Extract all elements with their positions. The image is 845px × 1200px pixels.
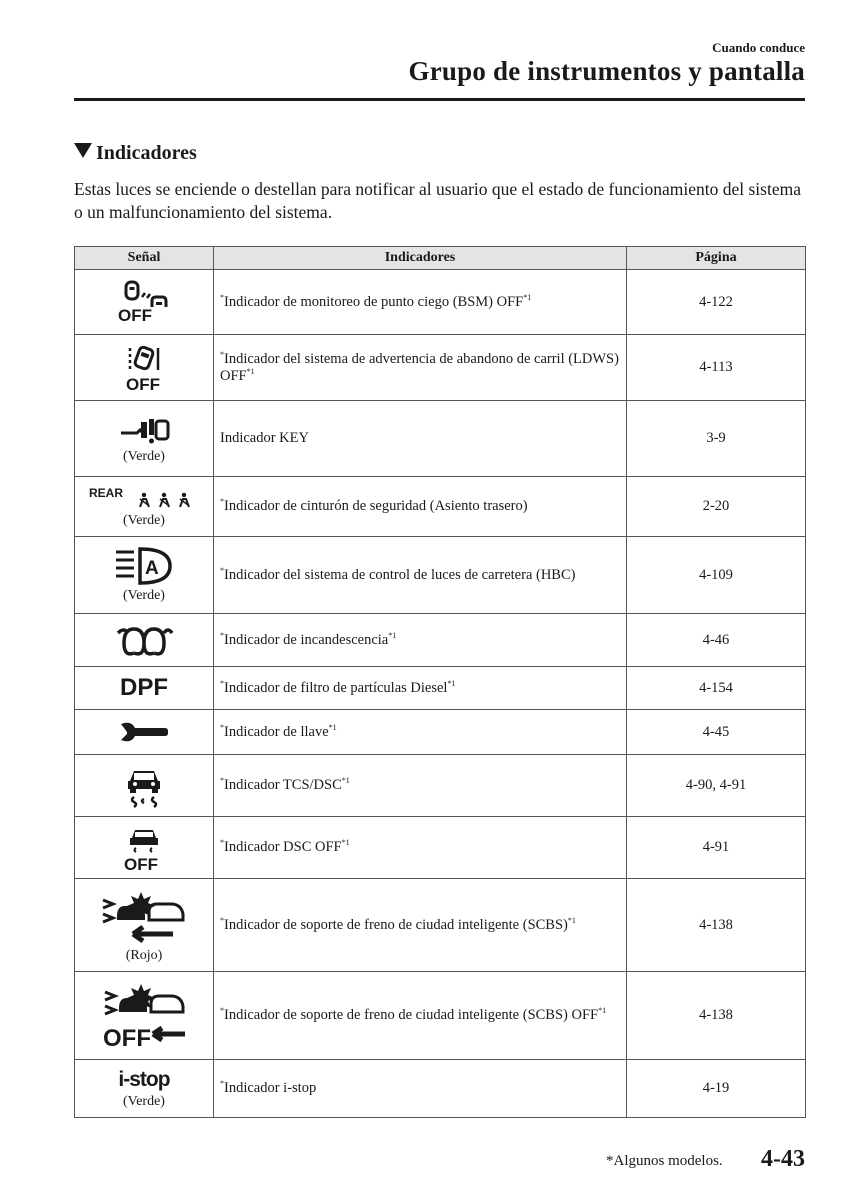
- page-cell: 4-45: [627, 710, 806, 755]
- asterisk: *: [220, 776, 224, 786]
- svg-text:OFF: OFF: [103, 1024, 151, 1052]
- svg-text:OFF: OFF: [124, 854, 158, 872]
- table-row: [75, 335, 806, 401]
- footnote-some-models: *Algunos modelos.: [606, 1153, 723, 1169]
- signal-color-note: (Verde): [123, 448, 165, 464]
- table-row: [75, 879, 806, 972]
- header-page: Página: [627, 247, 806, 270]
- footnote-ref: *1: [447, 678, 456, 688]
- table-row: [75, 972, 806, 1060]
- svg-text:OFF: OFF: [126, 374, 160, 392]
- page-title: Grupo de instrumentos y pantalla: [408, 56, 805, 86]
- indicator-cell: [214, 270, 627, 335]
- indicator-cell: [214, 335, 627, 401]
- table-row: [75, 477, 806, 537]
- page-cell: 4-46: [627, 614, 806, 667]
- indicator-cell: [214, 710, 627, 755]
- table-row: [75, 817, 806, 879]
- indicator-cell: [214, 879, 627, 972]
- signal-color-note: (Verde): [123, 1093, 165, 1109]
- table-row: [75, 755, 806, 817]
- page-cell: 2-20: [627, 477, 806, 537]
- signal-cell: [75, 401, 214, 477]
- svg-text:REAR: REAR: [89, 485, 124, 500]
- page-number: 4-43: [761, 1146, 805, 1172]
- signal-cell: [75, 477, 214, 537]
- table-row: [75, 710, 806, 755]
- page-cell: 4-138: [627, 879, 806, 972]
- asterisk: *: [220, 630, 224, 640]
- table-row: [75, 537, 806, 614]
- footnote-ref: *1: [246, 366, 255, 376]
- signal-cell: [75, 537, 214, 614]
- indicator-text: Indicador del sistema de control de luces de carretera (HBC): [224, 566, 576, 583]
- table-row: [75, 1060, 806, 1118]
- indicator-cell: [214, 817, 627, 879]
- rear-seatbelt-icon: [89, 485, 199, 511]
- asterisk: *: [220, 292, 224, 302]
- asterisk: *: [220, 349, 224, 359]
- table-row: [75, 614, 806, 667]
- indicator-text: Indicador DSC OFF: [224, 839, 342, 855]
- signal-cell: [75, 335, 214, 401]
- page-cell: 4-19: [627, 1060, 806, 1118]
- signal-color-note: (Verde): [123, 588, 165, 603]
- page-cell: 4-138: [627, 972, 806, 1060]
- scbs-off-icon: [99, 980, 189, 1052]
- footnote-ref: *1: [341, 776, 350, 786]
- asterisk: *: [220, 497, 224, 507]
- signal-color-note: (Verde): [123, 512, 165, 528]
- signal-cell: [75, 972, 214, 1060]
- i-stop-icon: i-stop: [118, 1067, 170, 1091]
- indicator-cell: [214, 1060, 627, 1118]
- indicator-text: Indicador de incandescencia: [224, 631, 389, 648]
- asterisk: *: [220, 1006, 224, 1016]
- asterisk: *: [220, 915, 224, 925]
- signal-cell: [75, 1060, 214, 1118]
- footnote-ref: *1: [388, 630, 397, 640]
- indicator-text: Indicador de soporte de freno de ciudad inteligente (SCBS) OFF: [224, 1007, 599, 1023]
- indicator-text: Indicador de filtro de partículas Diesel: [224, 679, 448, 696]
- page-cell: 4-113: [627, 335, 806, 401]
- indicator-cell: [214, 537, 627, 614]
- section-heading-text: Indicadores: [96, 142, 197, 164]
- triangle-bullet-icon: [74, 143, 92, 158]
- section-heading: [74, 142, 197, 165]
- asterisk: *: [220, 722, 224, 732]
- page-cell: 4-91: [627, 817, 806, 879]
- page-cell: 3-9: [627, 401, 806, 477]
- signal-color-note: (Rojo): [125, 948, 163, 963]
- bsm-off-icon: [116, 279, 172, 325]
- asterisk: *: [220, 678, 224, 688]
- key-icon: [117, 413, 171, 447]
- wrench-icon: [119, 720, 169, 744]
- indicator-text: Indicador de llave: [224, 723, 329, 740]
- indicator-cell: [214, 972, 627, 1060]
- table-row: [75, 270, 806, 335]
- indicator-text: Indicador TCS/DSC: [224, 777, 342, 793]
- indicator-text: Indicador de cinturón de seguridad (Asiento trasero): [224, 498, 528, 514]
- tcs-dsc-icon: [122, 763, 166, 809]
- table-row: [75, 667, 806, 710]
- intro-paragraph: Estas luces se enciende o destellan para notificar al usuario que el estado de funcionamiento del sistema o un malfuncionamiento del sistema.: [74, 179, 801, 222]
- running-header-section: Cuando conduce: [712, 40, 805, 55]
- footnote-ref: *1: [341, 838, 350, 848]
- hbc-icon: [112, 546, 176, 586]
- scbs-icon: [99, 886, 189, 946]
- dpf-icon: DPF: [120, 674, 168, 701]
- svg-text:OFF: OFF: [118, 306, 152, 325]
- signal-cell: [75, 879, 214, 972]
- page-cell: 4-122: [627, 270, 806, 335]
- table-header-row: [75, 247, 806, 270]
- table-row: [75, 401, 806, 477]
- asterisk: *: [220, 1079, 224, 1089]
- glow-plug-icon: [114, 623, 174, 657]
- asterisk: *: [220, 565, 224, 575]
- signal-cell: [75, 270, 214, 335]
- header-rule: [74, 98, 805, 101]
- signal-cell: [75, 667, 214, 710]
- indicator-text: Indicador i-stop: [224, 1080, 317, 1096]
- signal-cell: [75, 614, 214, 667]
- header-signal: Señal: [75, 247, 214, 270]
- indicator-cell: [214, 614, 627, 667]
- indicator-text: Indicador del sistema de advertencia de abandono de carril (LDWS) OFF: [220, 350, 619, 384]
- indicator-cell: [214, 667, 627, 710]
- indicator-text: Indicador KEY: [220, 430, 309, 446]
- dsc-off-icon: [120, 824, 168, 872]
- indicator-cell: [214, 477, 627, 537]
- indicator-cell: [214, 755, 627, 817]
- svg-text:A: A: [145, 558, 159, 579]
- indicator-text: Indicador de monitoreo de punto ciego (BSM) OFF: [224, 293, 524, 310]
- ldws-off-icon: [122, 344, 166, 392]
- asterisk: *: [220, 838, 224, 848]
- page-cell: 4-154: [627, 667, 806, 710]
- signal-cell: [75, 755, 214, 817]
- indicators-table: [74, 246, 806, 1118]
- page-cell: 4-109: [627, 537, 806, 614]
- header-indicators: Indicadores: [214, 247, 627, 270]
- page-cell: 4-90, 4-91: [627, 755, 806, 817]
- indicator-text: Indicador de soporte de freno de ciudad inteligente (SCBS): [224, 916, 568, 933]
- footnote-ref: *1: [328, 722, 337, 732]
- signal-cell: [75, 710, 214, 755]
- footnote-ref: *1: [567, 915, 576, 925]
- signal-cell: [75, 817, 214, 879]
- footnote-ref: *1: [523, 292, 532, 302]
- footnote-ref: *1: [598, 1006, 607, 1016]
- indicator-cell: [214, 401, 627, 477]
